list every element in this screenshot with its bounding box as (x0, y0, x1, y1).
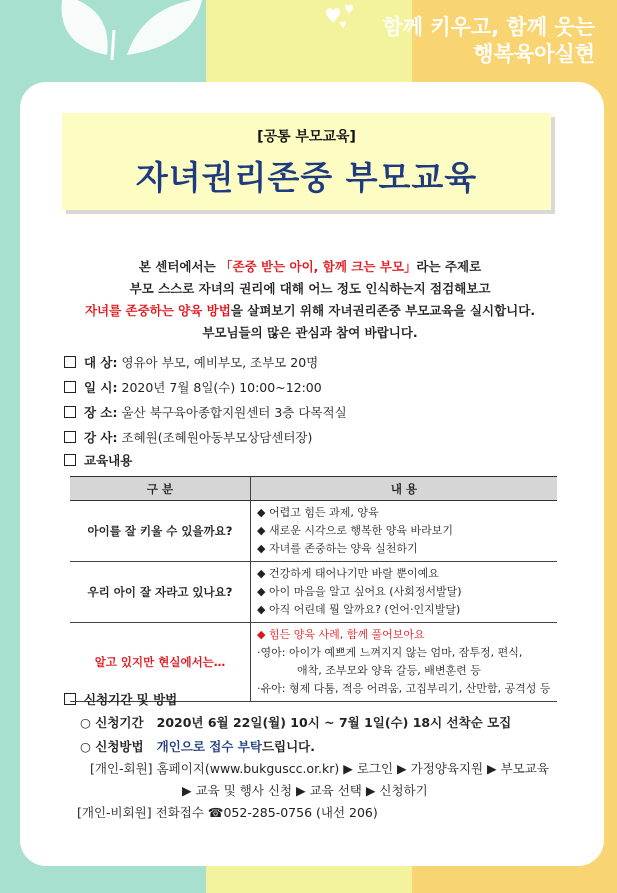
table-header-category: 구 분 (70, 477, 251, 501)
table-header-content: 내 용 (251, 477, 558, 501)
page-title: 자녀권리존중 부모교육 (135, 158, 478, 197)
title-sub: [공통 부모교육] (257, 129, 356, 145)
leaf-decoration-icon (52, 0, 202, 60)
info-lecturer: 강 사: 조혜원(조혜원아동부모상담센터장) (64, 428, 312, 446)
intro-theme: 「존중 받는 아이, 함께 크는 부모」 (220, 259, 417, 274)
intro-line3: 자녀를 존중하는 양육 방법을 살펴보기 위해 자녀권리존중 부모교육을 실시합니다. (84, 303, 536, 318)
slogan (383, 14, 595, 68)
checkbox-icon (64, 406, 76, 418)
checkbox-icon (64, 381, 76, 393)
apply-nonmember: [개인-비회원] 전화접수 ☎052-285-0756 (내선 206) (77, 805, 378, 820)
intro-line4: 부모님들의 많은 관심과 참여 바랍니다. (202, 325, 418, 340)
apply-member-line1: [개인-회원] 홈페이지(www.bukguscc.or.kr) ▶ 로그인 ▶ 가정양육지원 ▶ 부모교육 (90, 761, 549, 776)
checkbox-icon (64, 356, 76, 368)
intro-highlight: 자녀를 존중하는 양육 방법 (84, 303, 231, 318)
hearts-icon (318, 2, 358, 32)
table-cell-category: 아이를 잘 키울 수 있을까요? (70, 501, 251, 562)
table-cell-items: ◆ 어렵고 힘든 과제, 양육 ◆ 새로운 시각으로 행복한 양육 바라보기 ◆ 자녀를 존중하는 양육 실천하기 (251, 501, 558, 562)
info-target: 대 상: 영유아 부모, 예비부모, 조부모 20명 (64, 353, 318, 371)
apply-method: ○ 신청방법 개인으로 접수 부탁드립니다. (80, 739, 316, 754)
content-heading: 교육내용 (64, 451, 132, 469)
program-table (70, 476, 557, 702)
slogan-line2: 행복육아실현 (473, 42, 595, 66)
table-cell-category: 알고 있지만 현실에서는… (70, 623, 251, 702)
apply-period: ○ 신청기간 2020년 6월 22일(월) 10시 ~ 7월 1일(수) 18시 선착순 모집 (80, 715, 512, 730)
info-location: 장 소: 울산 북구육아종합지원센터 3층 다목적실 (64, 403, 347, 421)
intro-text (40, 256, 580, 344)
table-cell-items: ◆ 건강하게 태어나기만 바랄 뿐이예요 ◆ 아이 마음을 알고 싶어요 (사회정서발달) ◆ 아직 어린데 뭘 알까요? (언어·인지발달) (251, 562, 558, 623)
checkbox-icon (64, 431, 76, 443)
intro-line1: 본 센터에서는 「존중 받는 아이, 함께 크는 부모」라는 주제로 (138, 259, 482, 274)
table-row (70, 501, 557, 562)
title-box (62, 113, 551, 210)
table-cell-category: 우리 아이 잘 자라고 있나요? (70, 562, 251, 623)
checkbox-icon (64, 693, 76, 705)
apply-heading: 신청기간 및 방법 (64, 690, 177, 708)
apply-member-line2: ▶ 교육 및 행사 신청 ▶ 교육 선택 ▶ 신청하기 (182, 783, 428, 798)
table-header-row (70, 477, 557, 501)
intro-line2: 부모 스스로 자녀의 권리에 대해 어느 정도 인식하는지 점검해보고 (129, 281, 491, 296)
info-datetime: 일 시: 2020년 7월 8일(수) 10:00~12:00 (64, 378, 322, 396)
table-cell-items: ◆ 힘든 양육 사례, 함께 풀어보아요 ·영아: 아이가 예쁘게 느껴지지 않는 엄마, 잠투정, 편식, 애착, 조부모와 양육 갈등, 배변훈련 등 ·유아: 형제 다툼, 적응 어려움, 고집부리기, 산만함, 공격성 등 (251, 623, 558, 702)
slogan-line1: 함께 키우고, 함께 웃는 (382, 15, 595, 39)
checkbox-icon (64, 454, 76, 466)
table-row (70, 562, 557, 623)
